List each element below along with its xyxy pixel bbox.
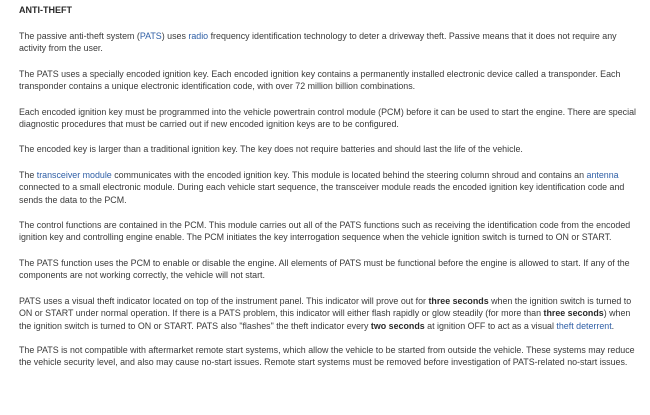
- text-segment: PATS uses a visual theft indicator located on top of the instrument panel. This indicator will prove out for: [19, 295, 429, 306]
- link-radio[interactable]: radio: [188, 31, 209, 41]
- paragraph-transceiver: [19, 169, 640, 206]
- text-segment: at ignition OFF to act as a visual: [424, 320, 557, 331]
- paragraph-remote-start: The PATS is not compatible with aftermarket remote start systems, which allow the vehicle to be started from outside the vehicle. These systems may reduce the vehicle security level, and also may cause no-start issues. Remote start systems must be removed before investigation of PATS-related no-start issues.: [19, 344, 635, 368]
- bold-three-seconds: three seconds: [543, 308, 604, 319]
- paragraph-key-size: The encoded key is larger than a traditional ignition key. The key does not require batteries and should last the life of the vehicle.: [19, 144, 523, 155]
- link-transceiver-module[interactable]: transceiver module: [36, 169, 112, 180]
- paragraph-encoded-key: The PATS uses a specially encoded ignition key. Each encoded ignition key contains a permanently installed electronic device called a transponder. Each transponder contains a unique electronic identification code, with over 72 million billion combinations.: [19, 68, 621, 92]
- text-segment: communicates with the encoded ignition key. This module is located behind the steering column shroud and contains an: [111, 169, 587, 180]
- text-segment: The passive anti-theft system (: [19, 31, 140, 41]
- link-pats[interactable]: PATS: [139, 31, 162, 41]
- paragraph-pcm-enable: The PATS function uses the PCM to enable or disable the engine. All elements of PATS must be functional before the engine is allowed to start. If any of the components are not working correctly, the vehicle will not start.: [19, 257, 630, 281]
- bold-three-seconds: three seconds: [428, 295, 489, 306]
- bold-two-seconds: two seconds: [370, 320, 425, 331]
- paragraph-control-functions: The control functions are contained in the PCM. This module carries out all of the PATS functions such as receiving the identification code from the encoded ignition key and controlling engine enable. The PCM initiates the key interrogation sequence when the vehicle ignition switch is turned to ON or START.: [19, 220, 631, 243]
- link-theft-deterrent[interactable]: theft deterrent: [556, 320, 612, 331]
- text-segment: ) uses: [161, 31, 189, 41]
- page-title: ANTI-THEFT: [19, 5, 72, 15]
- text-segment: when the ignition switch is turned to ON or START under normal operation. If there is a PATS problem, this indicator will either flash rapidly or glow steadily (for more than: [19, 295, 632, 319]
- paragraph-intro: [19, 30, 640, 55]
- link-antenna[interactable]: antenna: [586, 169, 619, 180]
- paragraph-programming: Each encoded ignition key must be programmed into the vehicle powertrain control module (PCM) before it can be used to start the engine. There are special diagnostic procedures that must be carried out if new encoded ignition keys are to be configured.: [19, 106, 636, 130]
- text-segment: frequency identification technology to deter a driveway theft. Passive means that it does not require any activity from the user.: [19, 31, 617, 54]
- text-segment: ) when the ignition switch is turned to ON or START. PATS also "flashes" the theft indicator every: [19, 308, 631, 331]
- text-segment: .: [611, 320, 615, 331]
- text-segment: connected to a small electronic module. During each vehicle start sequence, the transceiver module reads the encoded ignition key identification code and sends the data to the PCM.: [19, 182, 625, 205]
- text-segment: The: [19, 169, 37, 180]
- paragraph-theft-indicator: [19, 295, 640, 332]
